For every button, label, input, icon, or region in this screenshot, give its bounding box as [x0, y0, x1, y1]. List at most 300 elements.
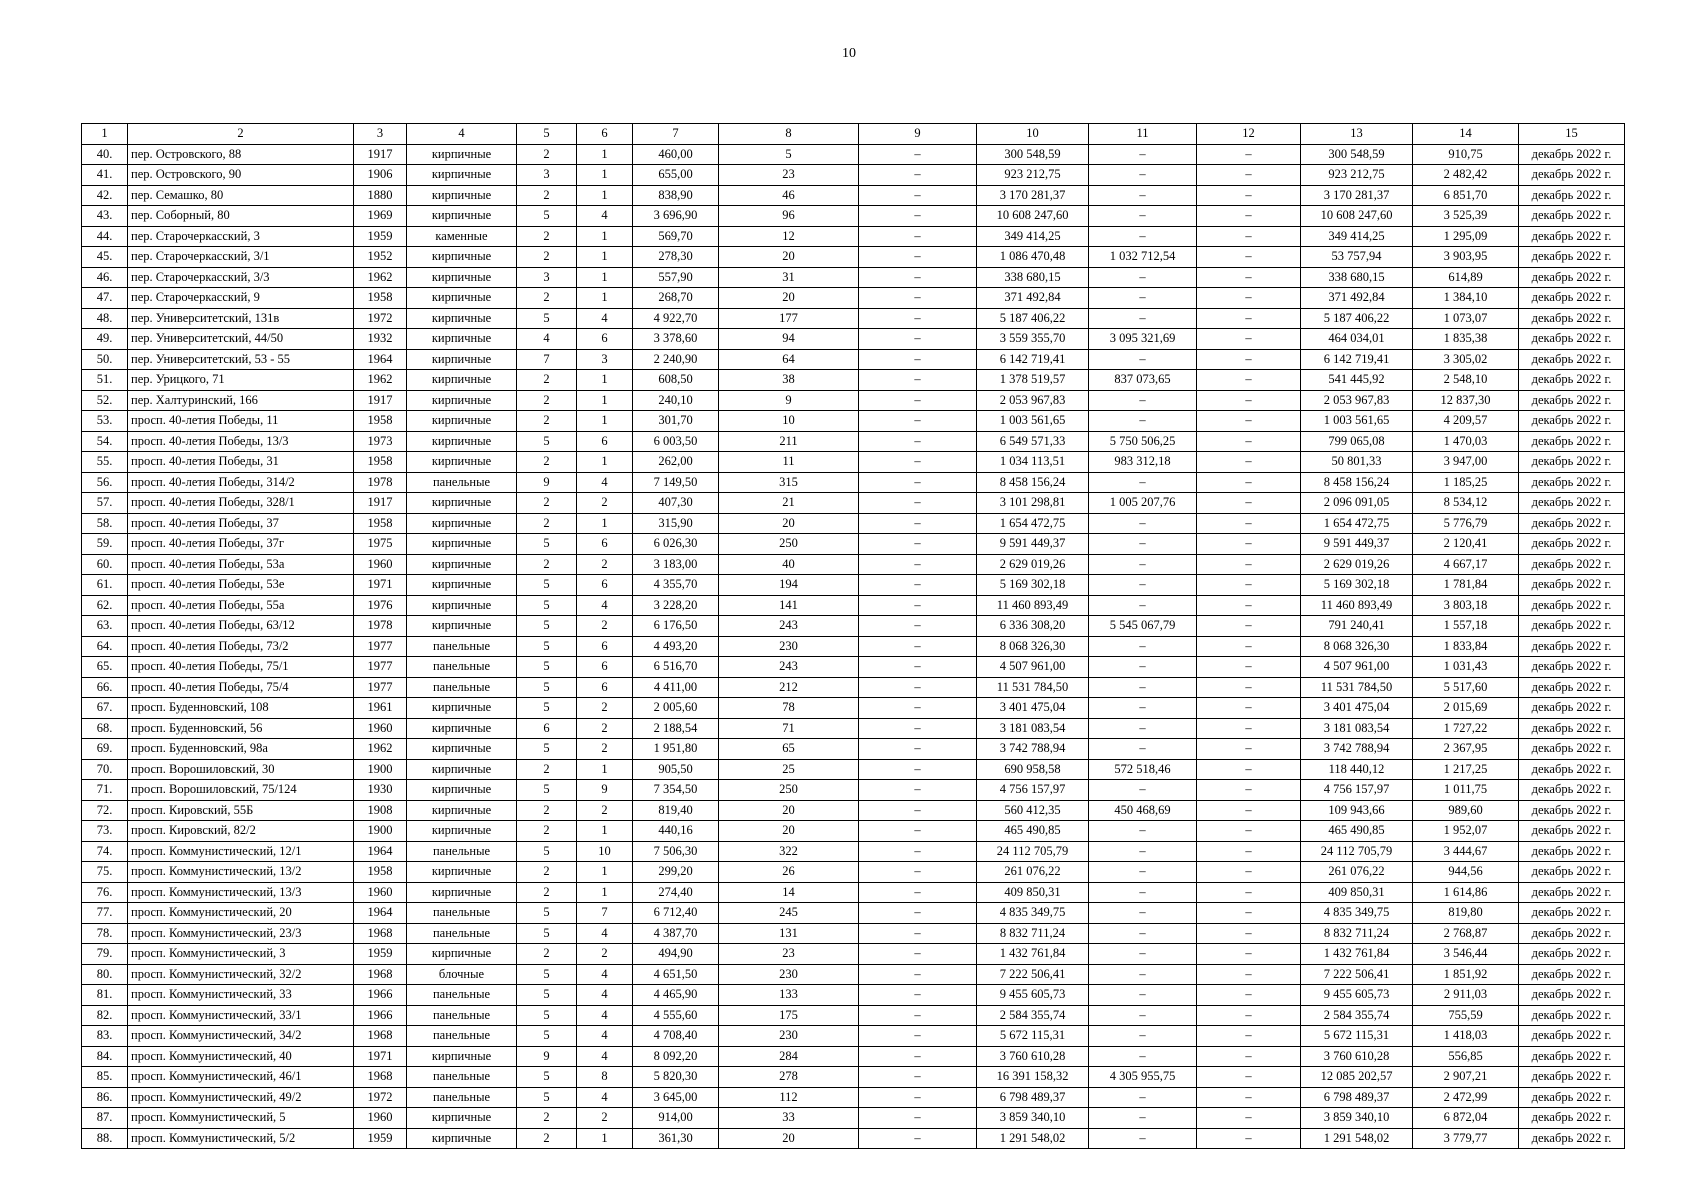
table-cell: 1960	[354, 554, 407, 575]
table-cell: 76.	[82, 882, 128, 903]
table-row	[82, 595, 1625, 616]
table-cell: 923 212,75	[1301, 165, 1413, 186]
column-header-14: 14	[1413, 124, 1519, 145]
table-row	[82, 636, 1625, 657]
column-header-3: 3	[354, 124, 407, 145]
table-cell: 409 850,31	[1301, 882, 1413, 903]
table-cell: 262,00	[633, 452, 719, 473]
table-cell: 1971	[354, 575, 407, 596]
table-cell: декабрь 2022 г.	[1519, 698, 1625, 719]
table-cell: –	[1089, 862, 1197, 883]
table-row	[82, 862, 1625, 883]
table-cell: –	[859, 1026, 977, 1047]
table-cell: декабрь 2022 г.	[1519, 964, 1625, 985]
table-cell: –	[1089, 206, 1197, 227]
table-cell: 77.	[82, 903, 128, 924]
table-cell: 243	[719, 616, 859, 637]
table-cell: 5	[517, 739, 577, 760]
table-row	[82, 616, 1625, 637]
table-cell: 4 756 157,97	[1301, 780, 1413, 801]
table-cell: –	[859, 226, 977, 247]
table-cell: 5	[517, 1067, 577, 1088]
table-cell: 755,59	[1413, 1005, 1519, 1026]
table-cell: –	[1089, 821, 1197, 842]
table-cell: 3 803,18	[1413, 595, 1519, 616]
table-cell: 3 760 610,28	[977, 1046, 1089, 1067]
table-cell: кирпичные	[407, 349, 517, 370]
table-cell: –	[859, 1108, 977, 1129]
column-header-4: 4	[407, 124, 517, 145]
table-cell: панельные	[407, 1026, 517, 1047]
table-cell: 2	[517, 862, 577, 883]
table-cell: –	[1197, 431, 1301, 452]
table-cell: –	[1197, 657, 1301, 678]
table-cell: 2	[517, 144, 577, 165]
table-cell: –	[1089, 944, 1197, 965]
table-cell: 1977	[354, 657, 407, 678]
table-cell: 64.	[82, 636, 128, 657]
table-cell: 5	[517, 1005, 577, 1026]
table-header	[82, 124, 1625, 145]
table-cell: пер. Университетский, 44/50	[128, 329, 354, 350]
table-cell: –	[1089, 1046, 1197, 1067]
table-cell: просп. Коммунистический, 49/2	[128, 1087, 354, 1108]
table-cell: просп. 40-летия Победы, 13/3	[128, 431, 354, 452]
table-cell: декабрь 2022 г.	[1519, 206, 1625, 227]
table-row	[82, 739, 1625, 760]
table-cell: 9	[517, 1046, 577, 1067]
table-row	[82, 513, 1625, 534]
table-cell: 1962	[354, 267, 407, 288]
table-cell: 1917	[354, 390, 407, 411]
table-cell: –	[859, 288, 977, 309]
table-cell: 71.	[82, 780, 128, 801]
table-cell: 2	[577, 554, 633, 575]
table-cell: 1900	[354, 821, 407, 842]
table-cell: –	[1089, 185, 1197, 206]
table-cell: декабрь 2022 г.	[1519, 554, 1625, 575]
table-cell: пер. Островского, 88	[128, 144, 354, 165]
table-cell: 556,85	[1413, 1046, 1519, 1067]
table-cell: просп. Коммунистический, 33/1	[128, 1005, 354, 1026]
table-cell: 371 492,84	[1301, 288, 1413, 309]
table-cell: 791 240,41	[1301, 616, 1413, 637]
table-cell: –	[1197, 370, 1301, 391]
table-cell: –	[1089, 657, 1197, 678]
table-cell: 1 384,10	[1413, 288, 1519, 309]
table-cell: 3 228,20	[633, 595, 719, 616]
table-cell: 1964	[354, 903, 407, 924]
table-cell: 608,50	[633, 370, 719, 391]
table-cell: 2	[577, 739, 633, 760]
table-cell: 614,89	[1413, 267, 1519, 288]
table-row	[82, 1087, 1625, 1108]
table-cell: декабрь 2022 г.	[1519, 985, 1625, 1006]
table-cell: декабрь 2022 г.	[1519, 677, 1625, 698]
table-cell: 3 525,39	[1413, 206, 1519, 227]
table-cell: –	[1089, 472, 1197, 493]
table-cell: 268,70	[633, 288, 719, 309]
table-cell: –	[1197, 226, 1301, 247]
table-cell: 1 291 548,02	[977, 1128, 1089, 1149]
table-cell: кирпичные	[407, 431, 517, 452]
table-cell: 6 549 571,33	[977, 431, 1089, 452]
table-cell: 6 142 719,41	[977, 349, 1089, 370]
table-cell: кирпичные	[407, 390, 517, 411]
table-cell: –	[1197, 1067, 1301, 1088]
table-cell: –	[859, 1087, 977, 1108]
table-cell: 53 757,94	[1301, 247, 1413, 268]
table-cell: кирпичные	[407, 554, 517, 575]
table-cell: 2 472,99	[1413, 1087, 1519, 1108]
table-cell: 54.	[82, 431, 128, 452]
table-cell: 5	[517, 985, 577, 1006]
table-cell: 6 026,30	[633, 534, 719, 555]
table-cell: кирпичные	[407, 1046, 517, 1067]
table-cell: просп. Кировский, 82/2	[128, 821, 354, 842]
table-cell: 1	[577, 1128, 633, 1149]
table-cell: 2 584 355,74	[977, 1005, 1089, 1026]
table-cell: 2	[517, 800, 577, 821]
table-cell: 53.	[82, 411, 128, 432]
table-cell: 4 667,17	[1413, 554, 1519, 575]
table-cell: кирпичные	[407, 534, 517, 555]
table-cell: 4 835 349,75	[1301, 903, 1413, 924]
table-cell: 94	[719, 329, 859, 350]
table-cell: –	[859, 944, 977, 965]
table-cell: 20	[719, 821, 859, 842]
table-cell: декабрь 2022 г.	[1519, 616, 1625, 637]
table-cell: –	[859, 1067, 977, 1088]
table-cell: 541 445,92	[1301, 370, 1413, 391]
table-cell: 1958	[354, 513, 407, 534]
table-cell: 211	[719, 431, 859, 452]
table-cell: 1958	[354, 411, 407, 432]
table-row	[82, 800, 1625, 821]
table-cell: кирпичные	[407, 718, 517, 739]
table-row	[82, 431, 1625, 452]
table-cell: 1964	[354, 841, 407, 862]
table-cell: просп. 40-летия Победы, 73/2	[128, 636, 354, 657]
table-cell: 2 120,41	[1413, 534, 1519, 555]
table-row	[82, 534, 1625, 555]
table-cell: 80.	[82, 964, 128, 985]
table-cell: 66.	[82, 677, 128, 698]
table-cell: 10	[719, 411, 859, 432]
table-cell: –	[1089, 882, 1197, 903]
table-cell: 2 768,87	[1413, 923, 1519, 944]
table-cell: 944,56	[1413, 862, 1519, 883]
table-cell: –	[1089, 288, 1197, 309]
table-cell: –	[1089, 903, 1197, 924]
table-cell: декабрь 2022 г.	[1519, 226, 1625, 247]
table-row	[82, 964, 1625, 985]
table-cell: просп. 40-летия Победы, 37г	[128, 534, 354, 555]
table-cell: –	[859, 206, 977, 227]
table-cell: декабрь 2022 г.	[1519, 267, 1625, 288]
table-cell: просп. 40-летия Победы, 37	[128, 513, 354, 534]
table-cell: 2	[577, 1108, 633, 1129]
table-cell: кирпичные	[407, 267, 517, 288]
table-cell: 7 222 506,41	[977, 964, 1089, 985]
table-cell: 23	[719, 165, 859, 186]
table-cell: –	[1089, 636, 1197, 657]
table-cell: –	[859, 657, 977, 678]
column-header-8: 8	[719, 124, 859, 145]
table-row	[82, 718, 1625, 739]
table-cell: –	[859, 882, 977, 903]
table-cell: –	[859, 575, 977, 596]
table-cell: 8 092,20	[633, 1046, 719, 1067]
table-cell: 2	[517, 493, 577, 514]
table-cell: 2	[517, 513, 577, 534]
table-cell: 10	[577, 841, 633, 862]
table-cell: 5	[517, 636, 577, 657]
table-cell: 33	[719, 1108, 859, 1129]
table-cell: 1 557,18	[1413, 616, 1519, 637]
table-cell: 46	[719, 185, 859, 206]
table-cell: 2	[517, 390, 577, 411]
table-cell: –	[859, 554, 977, 575]
table-cell: 1959	[354, 944, 407, 965]
table-cell: 51.	[82, 370, 128, 391]
table-cell: просп. Коммунистический, 3	[128, 944, 354, 965]
table-cell: –	[1197, 1128, 1301, 1149]
table-cell: декабрь 2022 г.	[1519, 329, 1625, 350]
table-cell: –	[859, 185, 977, 206]
table-cell: 1	[577, 288, 633, 309]
table-cell: кирпичные	[407, 308, 517, 329]
table-cell: 1978	[354, 472, 407, 493]
table-cell: –	[1089, 964, 1197, 985]
table-cell: 8 832 711,24	[1301, 923, 1413, 944]
table-cell: –	[859, 1046, 977, 1067]
table-cell: 175	[719, 1005, 859, 1026]
table-cell: –	[1197, 1005, 1301, 1026]
table-cell: 25	[719, 759, 859, 780]
table-cell: декабрь 2022 г.	[1519, 575, 1625, 596]
table-cell: –	[859, 370, 977, 391]
table-cell: –	[1197, 144, 1301, 165]
table-cell: 7 506,30	[633, 841, 719, 862]
table-cell: 1968	[354, 1026, 407, 1047]
table-cell: 1 073,07	[1413, 308, 1519, 329]
table-cell: 6	[577, 677, 633, 698]
housing-table	[81, 123, 1625, 1149]
table-cell: 3 559 355,70	[977, 329, 1089, 350]
table-cell: 2 240,90	[633, 349, 719, 370]
table-cell: пер. Халтуринский, 166	[128, 390, 354, 411]
table-cell: декабрь 2022 г.	[1519, 370, 1625, 391]
table-cell: кирпичные	[407, 206, 517, 227]
table-cell: 5 187 406,22	[977, 308, 1089, 329]
table-row	[82, 575, 1625, 596]
table-cell: 8 458 156,24	[977, 472, 1089, 493]
table-cell: панельные	[407, 985, 517, 1006]
table-cell: 3 760 610,28	[1301, 1046, 1413, 1067]
table-cell: 57.	[82, 493, 128, 514]
table-cell: 6 798 489,37	[1301, 1087, 1413, 1108]
table-cell: 2 188,54	[633, 718, 719, 739]
table-cell: 3 305,02	[1413, 349, 1519, 370]
table-cell: –	[1197, 165, 1301, 186]
column-header-2: 2	[128, 124, 354, 145]
table-cell: 910,75	[1413, 144, 1519, 165]
table-cell: 48.	[82, 308, 128, 329]
table-cell: 65	[719, 739, 859, 760]
table-cell: 1969	[354, 206, 407, 227]
table-cell: декабрь 2022 г.	[1519, 165, 1625, 186]
table-cell: кирпичные	[407, 1128, 517, 1149]
table-cell: –	[1089, 267, 1197, 288]
table-cell: –	[1197, 493, 1301, 514]
table-cell: 50 801,33	[1301, 452, 1413, 473]
table-row	[82, 267, 1625, 288]
table-cell: 6	[577, 431, 633, 452]
table-cell: 4 708,40	[633, 1026, 719, 1047]
column-header-9: 9	[859, 124, 977, 145]
table-cell: 10 608 247,60	[1301, 206, 1413, 227]
table-cell: 11	[719, 452, 859, 473]
table-cell: кирпичные	[407, 493, 517, 514]
table-row	[82, 411, 1625, 432]
table-cell: 23	[719, 944, 859, 965]
table-cell: 3 181 083,54	[977, 718, 1089, 739]
table-cell: 141	[719, 595, 859, 616]
table-cell: декабрь 2022 г.	[1519, 1067, 1625, 1088]
table-cell: 6	[517, 718, 577, 739]
table-cell: 4 355,70	[633, 575, 719, 596]
table-cell: декабрь 2022 г.	[1519, 882, 1625, 903]
table-cell: 11 531 784,50	[977, 677, 1089, 698]
table-cell: декабрь 2022 г.	[1519, 1108, 1625, 1129]
table-cell: –	[859, 800, 977, 821]
table-cell: 5	[517, 575, 577, 596]
table-cell: 2 096 091,05	[1301, 493, 1413, 514]
table-cell: 1	[577, 759, 633, 780]
table-cell: –	[1089, 718, 1197, 739]
table-cell: –	[1089, 923, 1197, 944]
table-cell: пер. Университетский, 53 - 55	[128, 349, 354, 370]
table-cell: просп. Кировский, 55Б	[128, 800, 354, 821]
table-cell: –	[1089, 554, 1197, 575]
table-cell: –	[859, 616, 977, 637]
table-cell: –	[859, 452, 977, 473]
table-cell: 230	[719, 964, 859, 985]
table-cell: панельные	[407, 1067, 517, 1088]
column-header-6: 6	[577, 124, 633, 145]
table-cell: 838,90	[633, 185, 719, 206]
table-cell: 11 460 893,49	[1301, 595, 1413, 616]
table-cell: –	[1089, 513, 1197, 534]
table-row	[82, 1046, 1625, 1067]
table-cell: 4	[577, 923, 633, 944]
table-cell: кирпичные	[407, 862, 517, 883]
table-cell: декабрь 2022 г.	[1519, 472, 1625, 493]
table-cell: 58.	[82, 513, 128, 534]
table-cell: 75.	[82, 862, 128, 883]
table-cell: –	[1197, 903, 1301, 924]
table-cell: 55.	[82, 452, 128, 473]
table-cell: панельные	[407, 923, 517, 944]
table-row	[82, 1005, 1625, 1026]
table-cell: кирпичные	[407, 165, 517, 186]
table-cell: 1 295,09	[1413, 226, 1519, 247]
table-cell: 10 608 247,60	[977, 206, 1089, 227]
table-cell: 6	[577, 534, 633, 555]
table-cell: –	[859, 985, 977, 1006]
table-cell: 1 185,25	[1413, 472, 1519, 493]
table-cell: панельные	[407, 472, 517, 493]
table-cell: 1958	[354, 452, 407, 473]
table-cell: просп. Коммунистический, 32/2	[128, 964, 354, 985]
table-cell: декабрь 2022 г.	[1519, 390, 1625, 411]
table-cell: 1958	[354, 862, 407, 883]
table-cell: 1908	[354, 800, 407, 821]
table-cell: 68.	[82, 718, 128, 739]
table-row	[82, 554, 1625, 575]
table-cell: –	[1197, 185, 1301, 206]
table-cell: 1 951,80	[633, 739, 719, 760]
table-cell: 3 696,90	[633, 206, 719, 227]
table-cell: кирпичные	[407, 759, 517, 780]
table-cell: 42.	[82, 185, 128, 206]
table-row	[82, 1067, 1625, 1088]
table-cell: 2 911,03	[1413, 985, 1519, 1006]
table-cell: 3 947,00	[1413, 452, 1519, 473]
table-cell: 3 378,60	[633, 329, 719, 350]
table-cell: 2 629 019,26	[977, 554, 1089, 575]
table-cell: 4 387,70	[633, 923, 719, 944]
table-row	[82, 288, 1625, 309]
table-cell: 2 015,69	[1413, 698, 1519, 719]
table-cell: 655,00	[633, 165, 719, 186]
table-cell: 2	[577, 493, 633, 514]
table-cell: 11 531 784,50	[1301, 677, 1413, 698]
table-cell: 1972	[354, 308, 407, 329]
table-cell: декабрь 2022 г.	[1519, 411, 1625, 432]
table-cell: –	[1197, 595, 1301, 616]
table-cell: декабрь 2022 г.	[1519, 534, 1625, 555]
table-cell: 465 490,85	[1301, 821, 1413, 842]
column-header-13: 13	[1301, 124, 1413, 145]
table-cell: –	[1197, 821, 1301, 842]
table-cell: –	[859, 165, 977, 186]
table-cell: –	[859, 903, 977, 924]
table-cell: 3 401 475,04	[1301, 698, 1413, 719]
table-cell: 274,40	[633, 882, 719, 903]
table-cell: 6 003,50	[633, 431, 719, 452]
table-cell: –	[1197, 759, 1301, 780]
table-cell: 78.	[82, 923, 128, 944]
table-cell: 20	[719, 1128, 859, 1149]
table-cell: 1 614,86	[1413, 882, 1519, 903]
table-cell: 12 837,30	[1413, 390, 1519, 411]
table-cell: 1972	[354, 1087, 407, 1108]
table-cell: просп. 40-летия Победы, 63/12	[128, 616, 354, 637]
table-row	[82, 923, 1625, 944]
table-cell: декабрь 2022 г.	[1519, 944, 1625, 965]
table-cell: –	[859, 636, 977, 657]
table-row	[82, 226, 1625, 247]
table-cell: 9 455 605,73	[1301, 985, 1413, 1006]
table-cell: панельные	[407, 1087, 517, 1108]
table-cell: –	[1089, 411, 1197, 432]
table-cell: просп. 40-летия Победы, 55а	[128, 595, 354, 616]
table-cell: –	[859, 923, 977, 944]
table-cell: –	[1197, 575, 1301, 596]
table-cell: –	[1089, 349, 1197, 370]
